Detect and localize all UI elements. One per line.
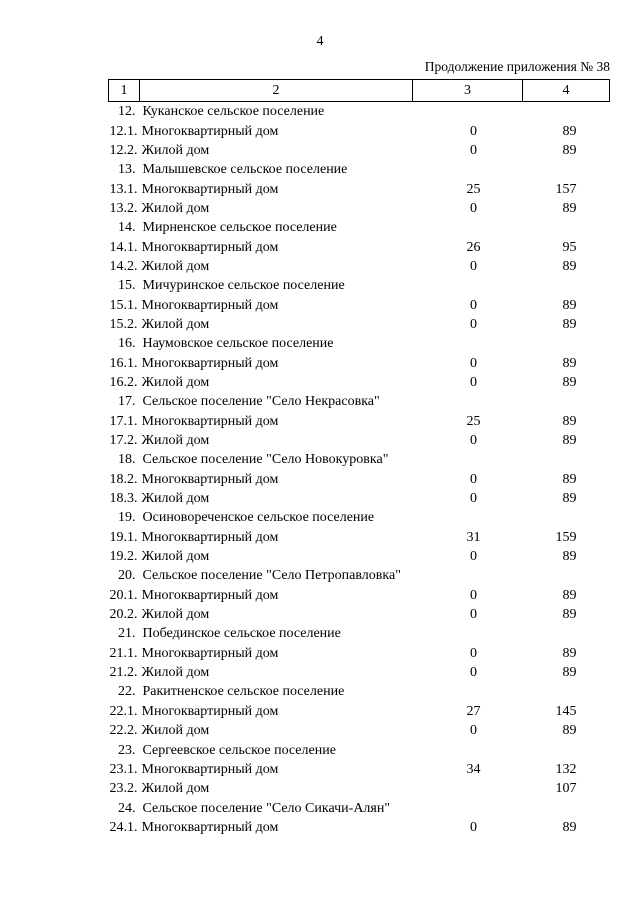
building-type: Многоквартирный дом <box>141 529 279 545</box>
row-code: 22.2. <box>109 723 138 739</box>
building-type: Многоквартирный дом <box>141 645 279 661</box>
settlement-name: Сельское поселение "Село Петропавловка" <box>142 568 401 584</box>
section-row <box>109 160 610 179</box>
row-code: 20.1. <box>109 587 138 603</box>
table-header <box>109 80 610 102</box>
value-col-3: 0 <box>470 374 477 390</box>
section-row <box>109 624 610 643</box>
value-col-3: 0 <box>470 491 477 507</box>
row-code: 14.2. <box>109 258 138 274</box>
row-code: 22.1. <box>109 703 138 719</box>
value-col-4: 157 <box>555 181 577 197</box>
value-col-3: 27 <box>466 703 481 719</box>
row-code: 15.1. <box>109 297 138 313</box>
value-col-3: 0 <box>470 587 477 603</box>
value-col-3: 0 <box>470 123 477 139</box>
section-row <box>109 392 610 411</box>
settlement-name: Ракитненское сельское поселение <box>142 684 345 700</box>
section-row <box>109 740 610 759</box>
header-col-3: 3 <box>413 80 523 102</box>
table-row <box>109 237 610 256</box>
settlement-name: Осиновореченское сельское поселение <box>142 510 375 526</box>
value-col-4: 89 <box>562 433 577 449</box>
building-type: Многоквартирный дом <box>141 181 279 197</box>
value-col-3: 0 <box>470 819 477 835</box>
value-col-3: 0 <box>470 258 477 274</box>
value-col-3 <box>413 276 523 295</box>
row-code: 17. <box>118 394 136 410</box>
table-row <box>109 663 610 682</box>
building-type: Многоквартирный дом <box>141 587 279 603</box>
value-col-3 <box>413 334 523 353</box>
value-col-3 <box>413 508 523 527</box>
building-type: Жилой дом <box>141 781 210 797</box>
section-row <box>109 682 610 701</box>
value-col-4: 89 <box>562 123 577 139</box>
value-col-3: 31 <box>466 529 481 545</box>
value-col-3: 0 <box>470 607 477 623</box>
value-col-4: 132 <box>555 761 577 777</box>
table-row <box>109 760 610 779</box>
section-row <box>109 566 610 585</box>
row-code: 21. <box>118 626 136 642</box>
table-row <box>109 644 610 663</box>
value-col-4: 145 <box>555 703 577 719</box>
settlement-name: Наумовское сельское поселение <box>142 336 334 352</box>
value-col-4: 107 <box>555 781 577 797</box>
table-row <box>109 779 610 798</box>
row-code: 16. <box>118 336 136 352</box>
value-col-4 <box>523 276 610 295</box>
settlement-name: Побединское сельское поселение <box>142 626 341 642</box>
section-row <box>109 218 610 237</box>
row-code: 23. <box>118 742 136 758</box>
value-col-4 <box>523 798 610 817</box>
value-col-3: 25 <box>466 413 481 429</box>
value-col-3: 0 <box>470 433 477 449</box>
table-row <box>109 412 610 431</box>
value-col-4 <box>523 160 610 179</box>
value-col-4: 89 <box>562 819 577 835</box>
row-code: 19.1. <box>109 529 138 545</box>
value-col-3: 0 <box>470 723 477 739</box>
table-row <box>109 353 610 372</box>
row-code: 19. <box>118 510 136 526</box>
value-col-4 <box>523 392 610 411</box>
value-col-4: 89 <box>562 491 577 507</box>
value-col-3: 25 <box>466 181 481 197</box>
value-col-3 <box>413 740 523 759</box>
appendix-continuation-note: Продолжение приложения № 38 <box>424 59 610 74</box>
table-row <box>109 295 610 314</box>
settlement-name: Сельское поселение "Село Сикачи-Алян" <box>142 800 391 816</box>
header-row <box>109 80 610 102</box>
value-col-3 <box>413 566 523 585</box>
settlement-name: Малышевское сельское поселение <box>142 162 348 178</box>
building-type: Многоквартирный дом <box>141 471 279 487</box>
value-col-3: 0 <box>470 200 477 216</box>
settlement-name: Сельское поселение "Село Некрасовка" <box>142 394 380 410</box>
value-col-4 <box>523 740 610 759</box>
header-col-4: 4 <box>523 80 610 102</box>
settlement-name: Сергеевское сельское поселение <box>142 742 336 758</box>
table-row <box>109 373 610 392</box>
value-col-3 <box>413 218 523 237</box>
building-type: Жилой дом <box>141 433 210 449</box>
table-row <box>109 721 610 740</box>
row-code: 12.1. <box>109 123 138 139</box>
row-code: 20. <box>118 568 136 584</box>
row-code: 21.1. <box>109 645 138 661</box>
row-code: 13.1. <box>109 181 138 197</box>
value-col-3 <box>413 450 523 469</box>
settlement-name: Мирненское сельское поселение <box>142 220 337 236</box>
building-type: Жилой дом <box>141 258 210 274</box>
value-col-4: 89 <box>562 355 577 371</box>
value-col-4 <box>523 682 610 701</box>
building-type: Многоквартирный дом <box>141 123 279 139</box>
value-col-3 <box>413 779 523 798</box>
row-code: 18.3. <box>109 491 138 507</box>
table-row <box>109 315 610 334</box>
building-type: Жилой дом <box>141 723 210 739</box>
value-col-4: 95 <box>562 239 577 255</box>
value-col-3 <box>413 160 523 179</box>
row-code: 22. <box>118 684 136 700</box>
value-col-4: 89 <box>562 723 577 739</box>
value-col-4: 89 <box>562 316 577 332</box>
table-row <box>109 199 610 218</box>
building-type: Жилой дом <box>141 316 210 332</box>
row-code: 12. <box>118 104 136 120</box>
value-col-4 <box>523 508 610 527</box>
value-col-3 <box>413 624 523 643</box>
table-row <box>109 605 610 624</box>
table-row <box>109 547 610 566</box>
row-code: 18. <box>118 452 136 468</box>
building-type: Многоквартирный дом <box>141 297 279 313</box>
value-col-4: 89 <box>562 549 577 565</box>
value-col-4: 89 <box>562 200 577 216</box>
value-col-3: 0 <box>470 665 477 681</box>
value-col-4: 89 <box>562 607 577 623</box>
row-code: 19.2. <box>109 549 138 565</box>
value-col-4: 159 <box>555 529 577 545</box>
row-code: 17.1. <box>109 413 138 429</box>
value-col-4: 89 <box>562 645 577 661</box>
building-type: Жилой дом <box>141 200 210 216</box>
building-type: Жилой дом <box>141 607 210 623</box>
value-col-4 <box>523 218 610 237</box>
building-type: Многоквартирный дом <box>141 413 279 429</box>
value-col-3 <box>413 798 523 817</box>
building-type: Многоквартирный дом <box>141 239 279 255</box>
row-code: 16.2. <box>109 374 138 390</box>
building-type: Жилой дом <box>141 142 210 158</box>
value-col-4: 89 <box>562 258 577 274</box>
section-row <box>109 102 610 122</box>
value-col-3 <box>413 682 523 701</box>
row-code: 23.1. <box>109 761 138 777</box>
building-type: Многоквартирный дом <box>141 819 279 835</box>
row-code: 23.2. <box>109 781 138 797</box>
table-row <box>109 528 610 547</box>
row-code: 12.2. <box>109 142 138 158</box>
building-type: Жилой дом <box>141 665 210 681</box>
row-code: 24.1. <box>109 819 138 835</box>
table-row <box>109 179 610 198</box>
row-code: 15.2. <box>109 316 138 332</box>
value-col-4: 89 <box>562 142 577 158</box>
row-code: 16.1. <box>109 355 138 371</box>
row-code: 13. <box>118 162 136 178</box>
value-col-4 <box>523 566 610 585</box>
page-number: 4 <box>316 34 324 49</box>
row-code: 13.2. <box>109 200 138 216</box>
table-row <box>109 141 610 160</box>
section-row <box>109 450 610 469</box>
value-col-4 <box>523 102 610 122</box>
value-col-4: 89 <box>562 471 577 487</box>
row-code: 17.2. <box>109 433 138 449</box>
building-type: Многоквартирный дом <box>141 703 279 719</box>
section-row <box>109 276 610 295</box>
building-type: Жилой дом <box>141 549 210 565</box>
table-row <box>109 489 610 508</box>
table-row <box>109 702 610 721</box>
table-row <box>109 431 610 450</box>
settlement-name: Мичуринское сельское поселение <box>142 278 345 294</box>
row-code: 15. <box>118 278 136 294</box>
building-type: Многоквартирный дом <box>141 761 279 777</box>
table-row <box>109 818 610 837</box>
table-row <box>109 586 610 605</box>
value-col-4: 89 <box>562 297 577 313</box>
settlement-name: Куканское сельское поселение <box>142 104 325 120</box>
building-type: Жилой дом <box>141 374 210 390</box>
value-col-3: 0 <box>470 355 477 371</box>
row-code: 14.1. <box>109 239 138 255</box>
row-code: 20.2. <box>109 607 138 623</box>
value-col-4 <box>523 624 610 643</box>
table-row <box>109 470 610 489</box>
building-type: Жилой дом <box>141 491 210 507</box>
value-col-4: 89 <box>562 587 577 603</box>
section-row <box>109 508 610 527</box>
table-row <box>109 121 610 140</box>
value-col-4: 89 <box>562 374 577 390</box>
value-col-3: 0 <box>470 471 477 487</box>
value-col-3 <box>413 392 523 411</box>
settlement-name: Сельское поселение "Село Новокуровка" <box>142 452 389 468</box>
value-col-3 <box>413 102 523 122</box>
value-col-3: 0 <box>470 316 477 332</box>
value-col-3: 0 <box>470 297 477 313</box>
row-code: 24. <box>118 800 136 816</box>
value-col-3: 0 <box>470 549 477 565</box>
value-col-3: 34 <box>466 761 481 777</box>
value-col-4: 89 <box>562 413 577 429</box>
header-col-2: 2 <box>140 80 413 102</box>
row-code: 21.2. <box>109 665 138 681</box>
value-col-4 <box>523 334 610 353</box>
building-type: Многоквартирный дом <box>141 355 279 371</box>
header-col-1: 1 <box>109 80 140 102</box>
table-row <box>109 257 610 276</box>
section-row <box>109 334 610 353</box>
value-col-4: 89 <box>562 665 577 681</box>
table-body <box>109 102 610 838</box>
row-code: 18.2. <box>109 471 138 487</box>
value-col-3: 26 <box>466 239 481 255</box>
data-table <box>108 79 610 837</box>
section-row <box>109 798 610 817</box>
value-col-3: 0 <box>470 142 477 158</box>
value-col-4 <box>523 450 610 469</box>
row-code: 14. <box>118 220 136 236</box>
value-col-3: 0 <box>470 645 477 661</box>
